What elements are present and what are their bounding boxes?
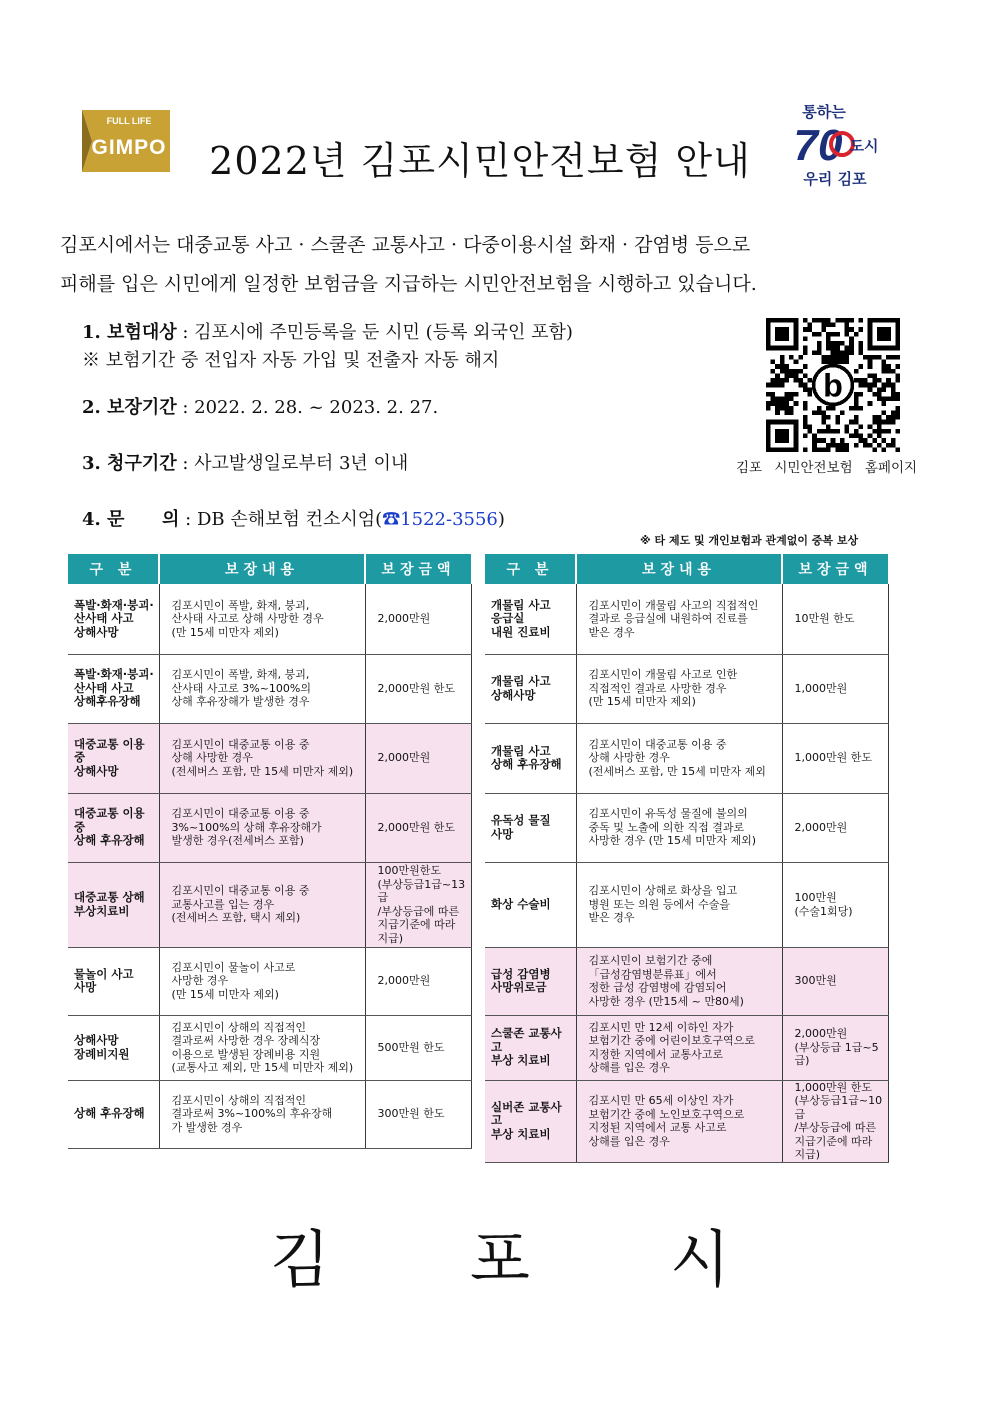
category-cell: 대중교통 상해 부상치료비 [68, 862, 159, 947]
info-value: : 김포시에 주민등록을 둔 시민 (등록 외국인 포함) [176, 322, 573, 343]
amount-cell: 1,000만원 한도 [782, 723, 888, 793]
coverage-cell: 김포시민 만 12세 이하인 자가 보험기간 중에 어린이보호구역으로 지정한 지역에서 교통사고로 상해를 입은 경우 [576, 1015, 782, 1080]
info-label: 4. 문 의 [82, 509, 180, 530]
amount-cell: 100만원한도 (부상등급1급~13급 /부상등급에 따른 지급기준에 따라 지급) [365, 862, 471, 947]
amount-cell: 2,000만원 [782, 793, 888, 862]
logo-right-bottom: 우리 김포 [803, 170, 867, 188]
header-coverage: 보장내용 [576, 554, 782, 584]
amount-cell: 100만원 (수술1회당) [782, 862, 888, 947]
coverage-cell: 김포시민이 폭발, 화재, 붕괴, 산사태 사고로 3%~100%의 상해 후유장해가 발생한 경우 [159, 654, 365, 723]
phone-number[interactable]: ☎1522-3556 [382, 509, 498, 530]
coverage-cell: 김포시민이 유독성 물질에 불의의 중독 및 노출에 의한 직접 결과로 사망한 경우 (만 15세 미만자 제외) [576, 793, 782, 862]
amount-cell: 300만원 [782, 947, 888, 1015]
issuer-char-2: 포 [470, 1223, 530, 1296]
info-label: 1. 보험대상 [82, 322, 177, 343]
info-label: 2. 보장기간 [82, 397, 177, 418]
amount-cell: 2,000만원 [365, 723, 471, 793]
logo-right-num: 70 [793, 121, 843, 170]
table-row [68, 1080, 471, 1148]
issuer-char-1: 김 [270, 1223, 330, 1296]
category-cell: 스쿨존 교통사고 부상 치료비 [485, 1015, 576, 1080]
amount-cell: 2,000만원 [365, 584, 471, 654]
amount-cell: 2,000만원 한도 [365, 793, 471, 862]
amount-cell: 500만원 한도 [365, 1015, 471, 1080]
table-row [68, 1015, 471, 1080]
info-item-note: ※ 보험기간 중 전입자 자동 가입 및 전출자 자동 해지 [82, 350, 500, 371]
intro-line-1: 김포시에서는 대중교통 사고 · 스쿨존 교통사고 · 다중이용시설 화재 · 감염병 등으로 [60, 234, 751, 256]
amount-cell: 10만원 한도 [782, 584, 888, 654]
logo-right-tag: 도시 [849, 137, 879, 155]
info-value-close: ) [497, 509, 505, 530]
amount-cell: 2,000만원 한도 [365, 654, 471, 723]
category-cell: 화상 수술비 [485, 862, 576, 947]
table-row [68, 793, 471, 862]
logo-text-main: GIMPO [91, 136, 167, 159]
info-item-period [82, 393, 438, 419]
coverage-cell: 김포시민이 대중교통 이용 중 3%~100%의 상해 후유장해가 발생한 경우(전세버스 포함) [159, 793, 365, 862]
info-item-claim [82, 449, 408, 475]
table-row [485, 947, 888, 1015]
coverage-cell: 김포시민이 대중교통 이용 중 상해 사망한 경우 (전세버스 포함, 만 15세 미만자 제외) [159, 723, 365, 793]
category-cell: 개물림 사고 상해사망 [485, 654, 576, 723]
header-coverage: 보장내용 [159, 554, 365, 584]
intro-paragraph [60, 226, 930, 304]
coverage-cell: 김포시민이 물놀이 사고로 사망한 경우 (만 15세 미만자 제외) [159, 947, 365, 1015]
info-value: : 2022. 2. 28. ~ 2023. 2. 27. [176, 397, 439, 418]
info-item-contact [82, 505, 505, 531]
category-cell: 폭발·화재·붕괴· 산사태 사고 상해후유장해 [68, 654, 159, 723]
header-category: 구 분 [485, 554, 576, 584]
category-cell: 물놀이 사고 사망 [68, 947, 159, 1015]
issuer-name [270, 1210, 730, 1299]
category-cell: 대중교통 이용 중 상해사망 [68, 723, 159, 793]
coverage-cell: 김포시민이 개물림 사고의 직접적인 결과로 응급실에 내원하여 진료를 받은 경우 [576, 584, 782, 654]
duplicate-coverage-note: ※ 타 제도 및 개인보험과 관계없이 중복 보상 [640, 534, 859, 547]
table-row [68, 862, 471, 947]
coverage-cell: 김포시민 만 65세 이상인 자가 보험기간 중에 노인보호구역으로 지정된 지역에서 교통 사고로 상해를 입은 경우 [576, 1080, 782, 1162]
category-cell: 유독성 물질 사망 [485, 793, 576, 862]
logo-right-top: 통하는 [802, 103, 846, 121]
coverage-cell: 김포시민이 보험기간 중에 「급성감염병분류표」에서 정한 급성 감염병에 감염되어 사망한 경우 (만15세 ~ 만80세) [576, 947, 782, 1015]
coverage-table-left [68, 554, 472, 1149]
70th-anniversary-logo [790, 100, 890, 190]
header-amount: 보장금액 [782, 554, 888, 584]
amount-cell: 1,000만원 한도 (부상등급1급~10급 /부상등급에 따른 지급기준에 따라 지급) [782, 1080, 888, 1162]
coverage-cell: 김포시민이 개물림 사고로 인한 직접적인 결과로 사망한 경우 (만 15세 미만자 제외) [576, 654, 782, 723]
coverage-cell: 김포시민이 상해의 직접적인 결과로써 3%~100%의 후유장해 가 발생한 경우 [159, 1080, 365, 1148]
table-row [68, 584, 471, 654]
amount-cell: 1,000만원 [782, 654, 888, 723]
page-title: 2022년 김포시민안전보험 안내 [209, 139, 751, 183]
table-row [485, 1080, 888, 1162]
coverage-cell: 김포시민이 대중교통 이용 중 교통사고를 입는 경우 (전세버스 포함, 택시 제외) [159, 862, 365, 947]
coverage-cell: 김포시민이 상해의 직접적인 결과로써 사망한 경우 장례식장 이용으로 발생된 장례비용 지원 (교통사고 제외, 만 15세 미만자 제외) [159, 1015, 365, 1080]
amount-cell: 300만원 한도 [365, 1080, 471, 1148]
header-category: 구 분 [68, 554, 159, 584]
amount-cell: 2,000만원 (부상등급 1급~5급) [782, 1015, 888, 1080]
table-row [68, 723, 471, 793]
info-item-target [82, 318, 573, 344]
table-row [485, 584, 888, 654]
table-row [485, 862, 888, 947]
logo-text-top: FULL LIFE [106, 116, 152, 126]
category-cell: 개물림 사고 상해 후유장해 [485, 723, 576, 793]
svg-text:b: b [823, 367, 843, 404]
coverage-cell: 김포시민이 상해로 화상을 입고 병원 또는 의원 등에서 수술을 받은 경우 [576, 862, 782, 947]
gimpo-logo [82, 110, 170, 172]
table-row [485, 723, 888, 793]
intro-line-2: 피해를 입은 시민에게 일정한 보험금을 지급하는 시민안전보험을 시행하고 있습니다. [60, 273, 757, 295]
category-cell: 급성 감염병 사망위로금 [485, 947, 576, 1015]
category-cell: 상해 후유장해 [68, 1080, 159, 1148]
category-cell: 상해사망 장례비지원 [68, 1015, 159, 1080]
coverage-table-right [485, 554, 889, 1163]
table-row [485, 654, 888, 723]
header-amount: 보장금액 [365, 554, 471, 584]
amount-cell: 2,000만원 [365, 947, 471, 1015]
qr-caption: 김포 시민안전보험 홈페이지 [736, 460, 918, 476]
info-value: : DB 손해보험 컨소시엄( [179, 509, 383, 530]
category-cell: 개물림 사고 응급실 내원 진료비 [485, 584, 576, 654]
table-row [485, 793, 888, 862]
category-cell: 대중교통 이용 중 상해 후유장해 [68, 793, 159, 862]
table-row [68, 654, 471, 723]
coverage-cell: 김포시민이 폭발, 화재, 붕괴, 산사태 사고로 상해 사망한 경우 (만 15세 미만자 제외) [159, 584, 365, 654]
qr-code[interactable] [766, 318, 900, 452]
category-cell: 폭발·화재·붕괴· 산사태 사고 상해사망 [68, 584, 159, 654]
category-cell: 실버존 교통사고 부상 치료비 [485, 1080, 576, 1162]
info-value: : 사고발생일로부터 3년 이내 [176, 453, 409, 474]
coverage-cell: 김포시민이 대중교통 이용 중 상해 사망한 경우 (전세버스 포함, 만 15세 미만자 제외 [576, 723, 782, 793]
info-label: 3. 청구기간 [82, 453, 177, 474]
table-row [485, 1015, 888, 1080]
table-row [68, 947, 471, 1015]
issuer-char-3: 시 [670, 1223, 730, 1296]
